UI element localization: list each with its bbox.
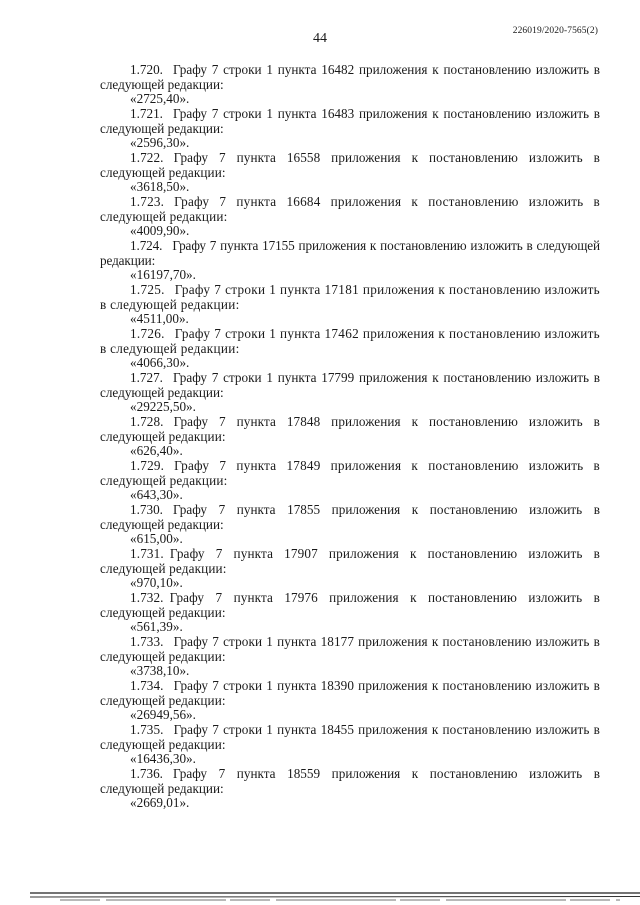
clause-value: «29225,50». [130,399,196,414]
clause-value: «16436,30». [130,751,196,766]
clause-number: 1.720. [130,62,163,77]
clause-text [100,238,600,268]
clause-instruction: Графу 7 пункта 17155 приложения к постановлению изложить в следующей редакции: [100,238,600,268]
clause-number: 1.734. [130,678,164,693]
clause-value: «643,30». [130,487,183,502]
clause-instruction: Графу 7 пункта 17848 приложения к постановлению изложить в следующей редакции: [100,414,600,444]
clause-text [100,722,600,752]
clause-value: «3618,50». [130,179,190,194]
clause-text [100,106,600,136]
clause-instruction: Графу 7 строки 1 пункта 16482 приложения к постановлению изложить в следующей редакции: [100,62,600,92]
clause-number: 1.723. [130,194,165,209]
clause-number: 1.725. [130,282,165,297]
clause-number: 1.736. [130,766,163,781]
clause-value: «561,39». [130,619,183,634]
clause-number: 1.730. [130,502,163,517]
clause-number: 1.721. [130,106,163,121]
clause-instruction: Графу 7 пункта 17855 приложения к постановлению изложить в следующей редакции: [100,502,600,532]
clause-item [100,590,600,634]
clause-item [100,326,600,370]
clause-instruction: Графу 7 строки 1 пункта 18455 приложения к постановлению изложить в следующей редакции: [100,722,600,752]
clause-number: 1.731. [130,546,164,561]
clause-item [100,150,600,194]
clause-value: «2725,40». [130,91,190,106]
clause-instruction: Графу 7 пункта 17849 приложения к постановлению изложить в следующей редакции: [100,458,600,488]
clause-text [100,62,600,92]
clause-text [100,414,600,444]
clause-value: «970,10». [130,575,183,590]
clause-item [100,106,600,150]
clause-instruction: Графу 7 строки 1 пункта 17181 приложения к постановлению изложить в следующей редакции: [100,282,600,312]
clause-instruction: Графу 7 пункта 17976 приложения к постановлению изложить в следующей редакции: [100,590,600,620]
clause-text [100,150,600,180]
clause-item [100,194,600,238]
clause-text [100,282,600,312]
clause-instruction: Графу 7 пункта 17907 приложения к постановлению изложить в следующей редакции: [100,546,600,576]
clause-instruction: Графу 7 строки 1 пункта 18390 приложения к постановлению изложить в следующей редакции: [100,678,600,708]
clause-text [100,590,600,620]
clause-number: 1.726. [130,326,165,341]
clause-text [100,194,600,224]
clause-text [100,634,600,664]
clause-value: «4066,30». [130,355,190,370]
clause-item [100,414,600,458]
clause-instruction: Графу 7 строки 1 пункта 17462 приложения к постановлению изложить в следующей редакции: [100,326,600,356]
clause-item [100,502,600,546]
clause-text [100,546,600,576]
page-number: 44 [313,31,327,46]
clause-item [100,282,600,326]
clause-item [100,238,600,282]
clause-number: 1.728. [130,414,164,429]
clause-value: «615,00». [130,531,183,546]
clause-text [100,678,600,708]
clause-value: «2596,30». [130,135,190,150]
clause-number: 1.724. [130,238,163,253]
clause-text [100,458,600,488]
clause-instruction: Графу 7 пункта 16684 приложения к постановлению изложить в следующей редакции: [100,194,600,224]
clause-instruction: Графу 7 пункта 18559 приложения к постановлению изложить в следующей редакции: [100,766,600,796]
clause-item [100,634,600,678]
clause-value: «4009,90». [130,223,190,238]
clause-instruction: Графу 7 пункта 16558 приложения к постановлению изложить в следующей редакции: [100,150,600,180]
clause-value: «3738,10». [130,663,190,678]
clause-number: 1.732. [130,590,164,605]
clause-item [100,458,600,502]
clause-text [100,766,600,796]
clause-text [100,326,600,356]
clause-value: «626,40». [130,443,183,458]
clause-instruction: Графу 7 строки 1 пункта 17799 приложения к постановлению изложить в следующей редакции: [100,370,600,400]
clause-value: «4511,00». [130,311,189,326]
clause-number: 1.727. [130,370,163,385]
clause-list [100,62,600,810]
clause-instruction: Графу 7 строки 1 пункта 18177 приложения к постановлению изложить в следующей редакции: [100,634,600,664]
clause-number: 1.722. [130,150,164,165]
clause-instruction: Графу 7 строки 1 пункта 16483 приложения к постановлению изложить в следующей редакции: [100,106,600,136]
clause-item [100,62,600,106]
clause-text [100,370,600,400]
clause-item [100,546,600,590]
clause-text [100,502,600,532]
clause-item [100,766,600,810]
clause-number: 1.729. [130,458,165,473]
clause-item [100,370,600,414]
clause-item [100,722,600,766]
clause-value: «16197,70». [130,267,196,282]
document-reference: 226019/2020-7565(2) [512,26,598,36]
scan-artifact-lines [0,889,640,905]
clause-value: «26949,56». [130,707,196,722]
clause-item [100,678,600,722]
clause-number: 1.735. [130,722,164,737]
clause-value: «2669,01». [130,795,190,810]
clause-number: 1.733. [130,634,164,649]
